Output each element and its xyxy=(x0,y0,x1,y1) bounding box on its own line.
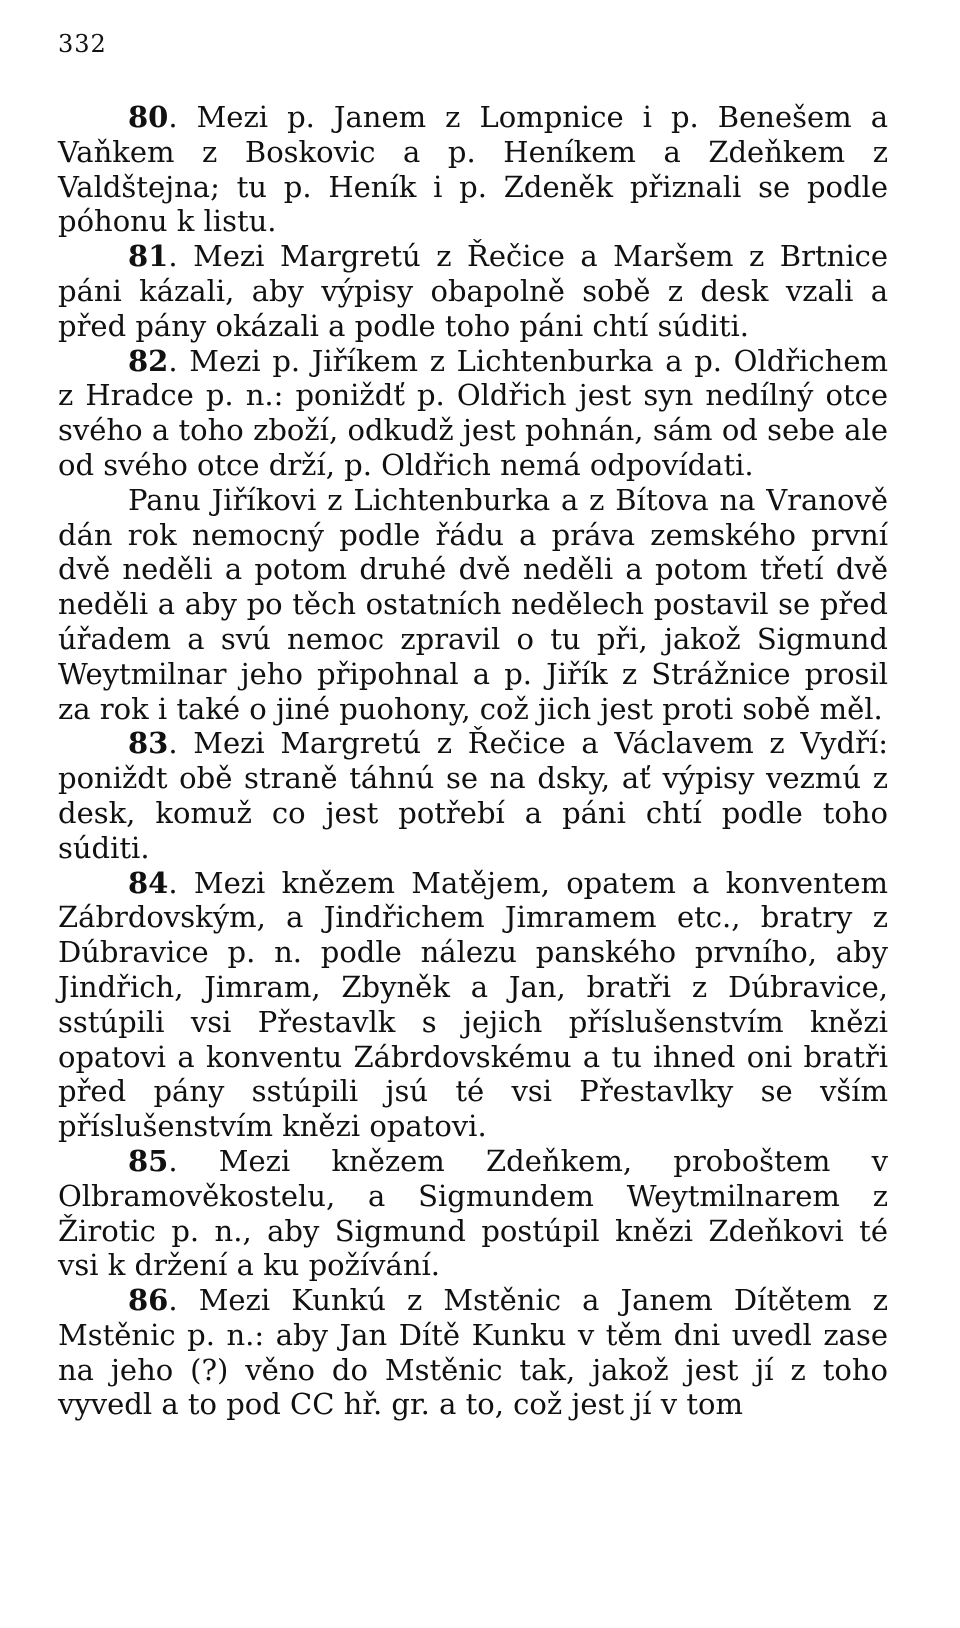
entry-text: . Mezi p. Janem z Lompnice i p. Benešem a Vaňkem z Boskovic a p. Heníkem a Zdeňkem z Valdštejna; tu p. Heník i p. Zdeněk přiznali se podle póhonu k listu. xyxy=(58,100,888,239)
paragraph-81 xyxy=(58,239,888,343)
entry-number: 84 xyxy=(128,865,169,900)
paragraph-80 xyxy=(58,100,888,239)
entry-text: . Mezi Margretú z Řečice a Václavem z Vydří: poniždt obě straně táhnú se na dsky, ať výpisy vezmú z desk, komuž co jest potřebí a páni chtí podle toho súditi. xyxy=(58,726,888,865)
paragraph-86 xyxy=(58,1283,888,1422)
entry-text: Panu Jiříkovi z Lichtenburka a z Bítova na Vranově dán rok nemocný podle řádu a práva zemského první dvě neděli a potom druhé dvě neděli a potom třetí dvě neděli a aby po těch ostatních nedělech postavil se před úřadem a svú nemoc zpravil o tu při, jakož Sigmund Weytmilnar jeho připohnal a p. Jiřík z Strážnice prosil za rok i také o jiné puohony, což jich jest proti sobě měl. xyxy=(58,482,888,726)
paragraph-82-continued xyxy=(58,483,888,727)
paragraph-83 xyxy=(58,726,888,865)
paragraph-85 xyxy=(58,1144,888,1283)
paragraph-84 xyxy=(58,866,888,1144)
entry-number: 85 xyxy=(128,1143,169,1178)
entry-number: 80 xyxy=(128,100,169,134)
page-number: 332 xyxy=(58,30,107,58)
entry-number: 86 xyxy=(128,1283,169,1318)
entry-text: . Mezi Margretú z Řečice a Maršem z Brtnice páni kázali, aby výpisy obapolně sobě z desk vzali a před pány okázali a podle toho páni chtí súditi. xyxy=(58,239,888,343)
entry-text: . Mezi p. Jiříkem z Lichtenburka a p. Oldřichem z Hradce p. n.: poniždť p. Oldřich jest syn nedílný otce svého a toho zboží, odkudž jest pohnán, sám od sebe ale od svého otce drží, p. Oldřich nemá odpovídati. xyxy=(58,343,888,482)
paragraph-82 xyxy=(58,344,888,483)
entry-text: . Mezi knězem Zdeňkem, proboštem v Olbramověkostelu, a Sigmundem Weytmilnarem z Žirotic p. n., aby Sigmund postúpil knězi Zdeňkovi té vsi k držení a ku požívání. xyxy=(58,1143,888,1283)
document-body xyxy=(58,100,888,1422)
entry-text: . Mezi knězem Matějem, opatem a konventem Zábrdovským, a Jindřichem Jimramem etc., bratry z Dúbravice p. n. podle nálezu panského prvního, aby Jindřich, Jimram, Zbyněk a Jan, bratři z Dúbravice, sstúpili vsi Přestavlk s jejich příslušenstvím knězi opatovi a konventu Zábrdovskému a tu ihned oni bratři před pány sstúpili jsú té vsi Přestavlky se vším příslušenstvím knězi opatovi. xyxy=(58,865,888,1144)
entry-number: 81 xyxy=(128,239,169,274)
entry-number: 82 xyxy=(128,343,169,378)
entry-number: 83 xyxy=(128,726,169,761)
entry-text: . Mezi Kunkú z Mstěnic a Janem Dítětem z Mstěnic p. n.: aby Jan Dítě Kunku v těm dni uvedl zase na jeho (?) věno do Mstěnic tak, jakož jest jí z toho vyvedl a to pod CC hř. gr. a to, což jest jí v tom xyxy=(58,1283,888,1422)
